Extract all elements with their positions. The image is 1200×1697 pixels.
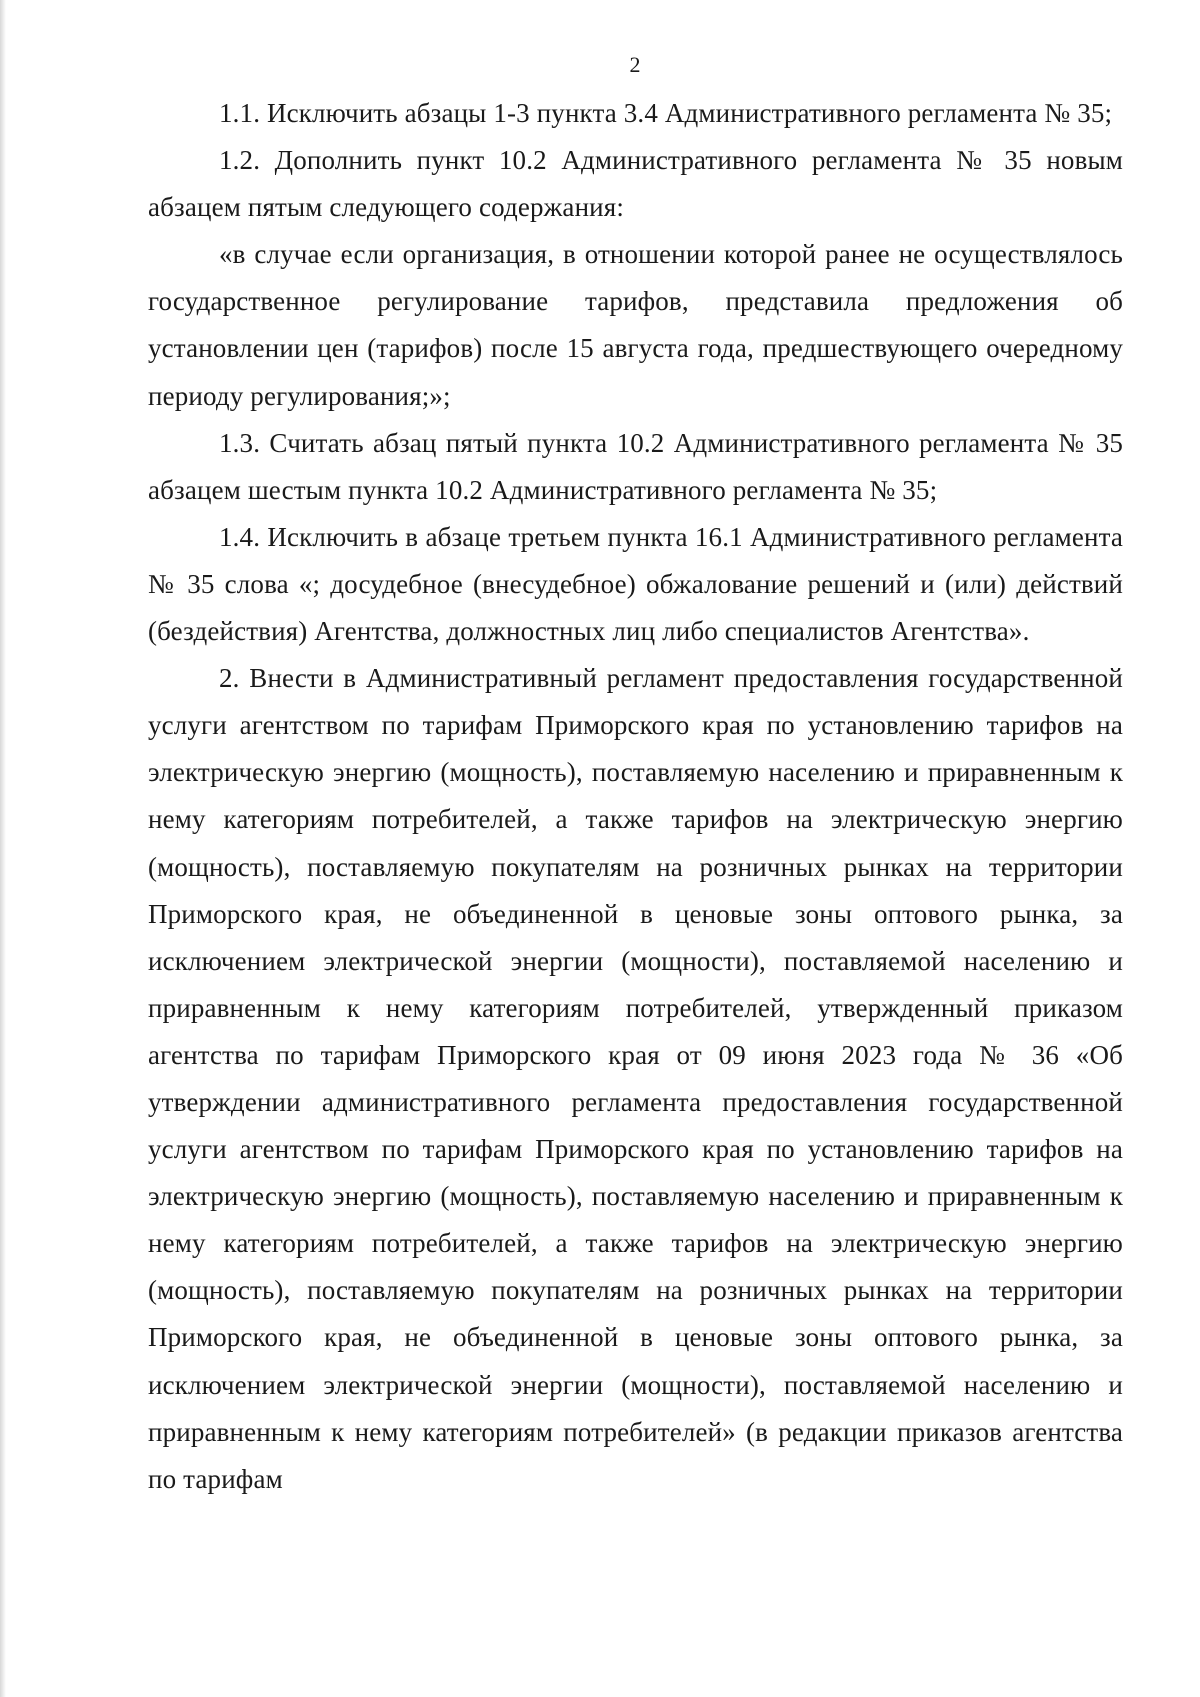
paragraph-quote: «в случае если организация, в отношении которой ранее не осуществлялось государственное регулирование тарифов, представила предложения об установлении цен (тарифов) после 15 августа года, предшествующего очередному периоду регулирования;»; bbox=[148, 239, 1123, 411]
paragraph-1-3: 1.3. Считать абзац пятый пункта 10.2 Административного регламента № 35 абзацем шестым пункта 10.2 Административного регламента № 35; bbox=[148, 427, 1123, 505]
paragraph-1-4: 1.4. Исключить в абзаце третьем пункта 16.1 Административного регламента № 35 слова «; досудебное (внесудебное) обжалование решений и (или) действий (бездействия) Агентства, должностных лиц либо специалистов Агентства». bbox=[148, 521, 1123, 647]
scan-edge bbox=[0, 0, 6, 1697]
paragraph-1-2: 1.2. Дополнить пункт 10.2 Административного регламента № 35 новым абзацем пятым следующего содержания: bbox=[148, 145, 1123, 223]
page-number: 2 bbox=[629, 52, 641, 77]
document-body bbox=[148, 90, 1123, 1503]
paragraph-2: 2. Внести в Административный регламент предоставления государственной услуги агентством по тарифам Приморского края по установлению тарифов на электрическую энергию (мощность), поставляемую населению и приравненным к нему категориям потребителей, а также тарифов на электрическую энергию (мощность), поставляемую покупателям на розничных рынках на территории Приморского края, не объединенной в ценовые зоны оптового рынка, за исключением электрической энергии (мощности), поставляемой населению и приравненным к нему категориям потребителей, утвержденный приказом агентства по тарифам Приморского края от 09 июня 2023 года № 36 «Об утверждении административного регламента предоставления государственной услуги агентством по тарифам Приморского края по установлению тарифов на электрическую энергию (мощность), поставляемую населению и приравненным к нему категориям потребителей, а также тарифов на электрическую энергию (мощность), поставляемую покупателям на розничных рынках на территории Приморского края, не объединенной в ценовые зоны оптового рынка, за исключением электрической энергии (мощности), поставляемой населению и приравненным к нему категориям потребителей» (в редакции приказов агентства по тарифам bbox=[148, 663, 1123, 1494]
paragraph-1-1: 1.1. Исключить абзацы 1-3 пункта 3.4 Административного регламента № 35; bbox=[219, 98, 1113, 128]
